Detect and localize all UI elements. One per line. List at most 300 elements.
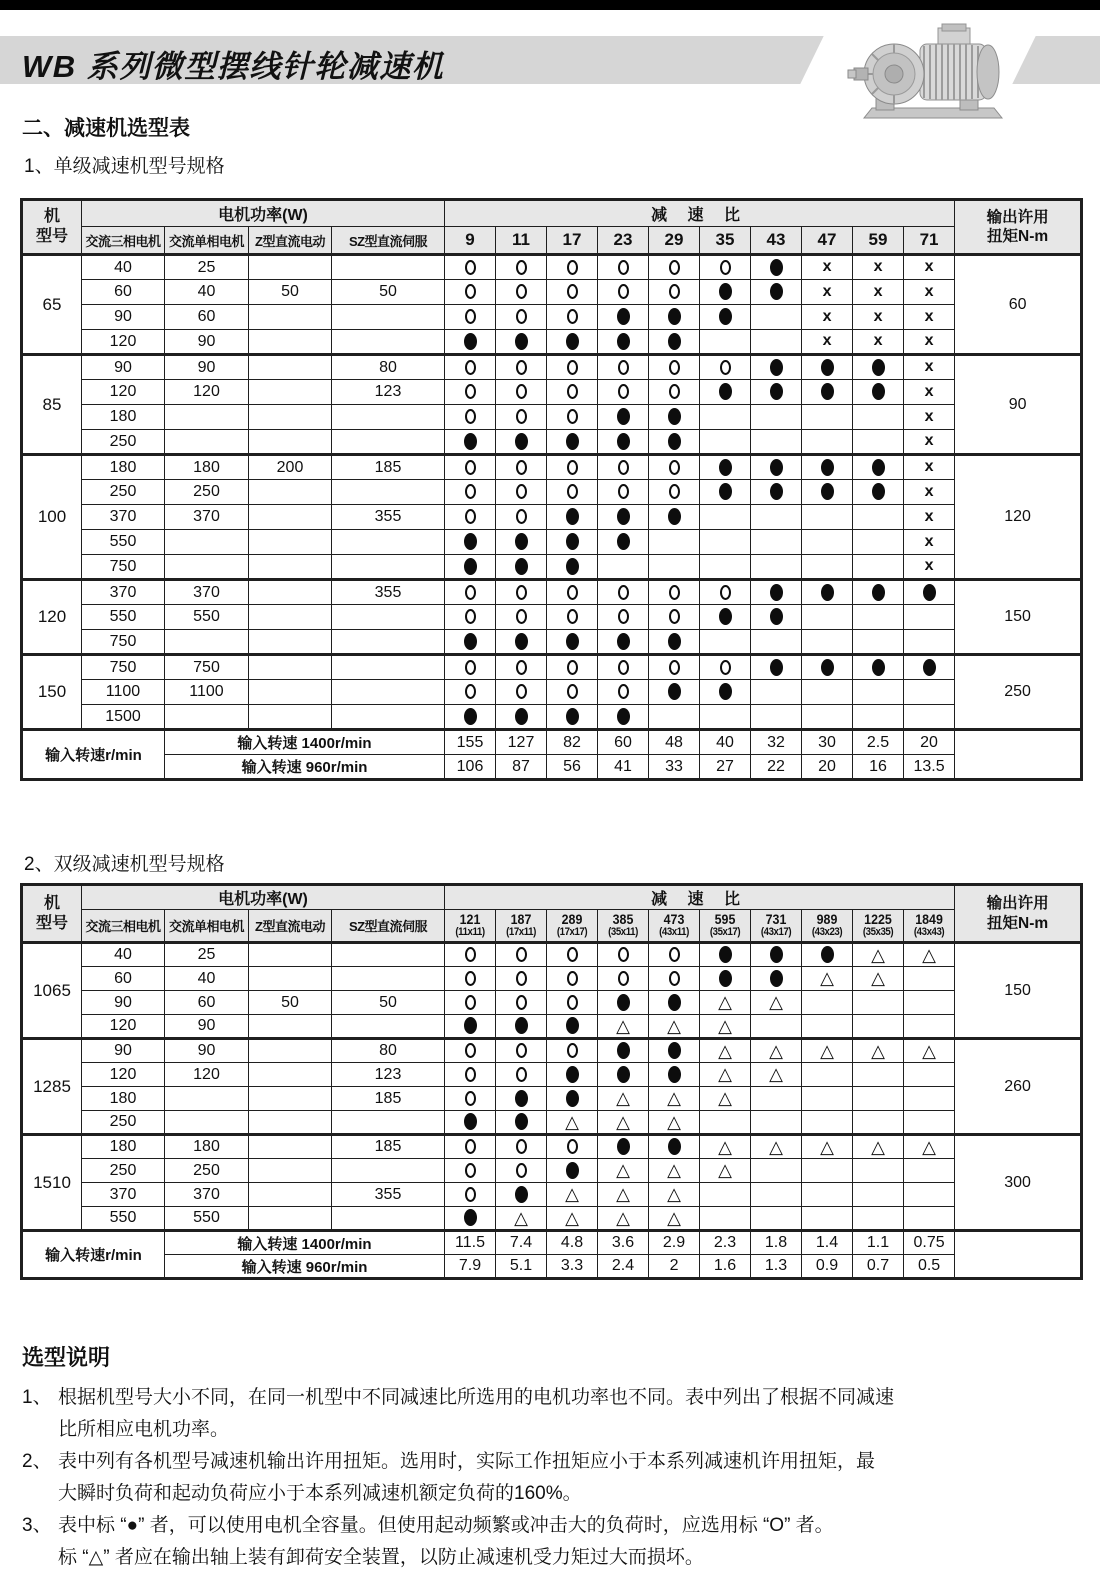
ratio-mark-cell <box>853 705 904 730</box>
power-cell: 50 <box>332 280 445 305</box>
symbol-hollow-circle <box>516 684 527 699</box>
ratio-mark-cell <box>496 991 547 1015</box>
symbol-hollow-circle <box>516 309 527 324</box>
symbol-triangle: △ <box>718 1088 732 1109</box>
ratio-mark-cell <box>853 555 904 580</box>
symbol-triangle: △ <box>616 1160 630 1181</box>
ratio-mark-cell <box>802 355 853 380</box>
symbol-filled-circle <box>770 584 783 601</box>
ratio-mark-cell <box>853 280 904 305</box>
ratio-mark-cell <box>853 455 904 480</box>
speed-value-cell: 2.9 <box>649 1231 700 1255</box>
ratio-mark-cell <box>751 280 802 305</box>
ratio-mark-cell <box>547 991 598 1015</box>
symbol-filled-circle <box>566 433 579 450</box>
ratio-value-header: 35 <box>700 227 751 255</box>
ratio-mark-cell <box>802 305 853 330</box>
symbol-triangle: △ <box>616 1207 630 1228</box>
ratio-mark-cell <box>598 630 649 655</box>
symbol-filled-circle <box>617 308 630 325</box>
ratio-mark-cell <box>853 430 904 455</box>
symbol-filled-circle <box>566 558 579 575</box>
speed-value-cell: 30 <box>802 730 853 755</box>
symbol-hollow-circle <box>720 260 731 275</box>
ratio-mark-cell <box>598 943 649 967</box>
power-cell <box>249 967 332 991</box>
ratio-mark-cell <box>904 605 955 630</box>
symbol-filled-circle <box>617 333 630 350</box>
ratio-mark-cell <box>598 1087 649 1111</box>
power-cell <box>249 505 332 530</box>
ratio-mark-cell <box>649 655 700 680</box>
symbol-hollow-circle <box>516 484 527 499</box>
symbol-hollow-circle <box>465 384 476 399</box>
ratio-mark-cell <box>496 455 547 480</box>
symbol-filled-circle <box>821 459 834 476</box>
ratio-mark-cell <box>547 630 598 655</box>
ratio-mark-cell <box>802 705 853 730</box>
ratio-mark-cell <box>853 355 904 380</box>
symbol-hollow-circle <box>618 660 629 675</box>
ratio-mark-cell <box>547 555 598 580</box>
ratio-mark-cell <box>802 280 853 305</box>
ratio-mark-cell <box>904 355 955 380</box>
ratio-mark-cell <box>904 255 955 280</box>
ratio-mark-cell <box>700 680 751 705</box>
symbol-filled-circle <box>770 483 783 500</box>
symbol-hollow-circle <box>618 684 629 699</box>
symbol-filled-circle <box>617 1066 630 1083</box>
ratio-mark-cell <box>496 943 547 967</box>
symbol-triangle: △ <box>565 1207 579 1228</box>
ratio-mark-cell <box>700 943 751 967</box>
torque-cell: 300 <box>955 1135 1082 1231</box>
ratio-mark-cell <box>649 1087 700 1111</box>
ratio-mark-cell <box>751 255 802 280</box>
ratio-mark-cell <box>904 1159 955 1183</box>
power-cell: 750 <box>165 655 249 680</box>
power-cell <box>249 330 332 355</box>
symbol-hollow-circle <box>669 609 680 624</box>
input-speed-label-1400: 输入转速 1400r/min <box>165 1231 445 1255</box>
note-item-3 <box>22 1510 1080 1574</box>
ratio-mark-cell <box>598 430 649 455</box>
ratio-mark-cell <box>904 630 955 655</box>
ratio-mark-cell <box>649 530 700 555</box>
ratio-mark-cell <box>547 455 598 480</box>
symbol-hollow-circle <box>567 609 578 624</box>
ratio-mark-cell <box>751 305 802 330</box>
power-cell: 550 <box>165 1207 249 1231</box>
symbol-filled-circle <box>668 408 681 425</box>
ratio-mark-cell <box>649 330 700 355</box>
power-cell <box>249 1183 332 1207</box>
symbol-hollow-circle <box>516 1067 527 1082</box>
symbol-filled-circle <box>821 659 834 676</box>
ratio-mark-cell <box>496 655 547 680</box>
ratio-mark-cell <box>802 1111 853 1135</box>
power-cell: 120 <box>82 1063 165 1087</box>
speed-value-cell: 41 <box>598 755 649 780</box>
ratio-mark-cell <box>802 1207 853 1231</box>
torque-empty-cell <box>955 730 1082 780</box>
power-cell <box>332 680 445 705</box>
symbol-cross: x <box>924 458 934 476</box>
symbol-hollow-circle <box>465 1163 476 1178</box>
input-speed-side-label: 输入转速r/min <box>22 1231 165 1279</box>
symbol-filled-circle <box>668 633 681 650</box>
power-cell: 750 <box>82 555 165 580</box>
power-cell <box>332 430 445 455</box>
ratio-mark-cell <box>496 967 547 991</box>
symbol-triangle: △ <box>718 992 732 1013</box>
motor-power-header: 电机功率(W) <box>82 200 445 227</box>
symbol-triangle: △ <box>871 944 885 965</box>
symbol-hollow-circle <box>465 609 476 624</box>
ratio-mark-cell <box>445 605 496 630</box>
ratio-mark-cell <box>649 943 700 967</box>
ratio-mark-cell <box>904 580 955 605</box>
power-cell: 60 <box>82 967 165 991</box>
motor-type-header: 交流三相电机 <box>82 910 165 943</box>
section-title: 二、减速机选型表 <box>22 117 190 140</box>
symbol-cross: x <box>822 332 832 350</box>
speed-value-cell: 1.3 <box>751 1255 802 1279</box>
ratio-mark-cell <box>700 580 751 605</box>
symbol-hollow-circle <box>465 1067 476 1082</box>
symbol-filled-circle <box>770 259 783 276</box>
ratio-mark-cell <box>496 1111 547 1135</box>
ratio-value-header: 289 (17x17) <box>547 910 598 943</box>
symbol-triangle: △ <box>820 968 834 989</box>
speed-value-cell: 0.7 <box>853 1255 904 1279</box>
ratio-mark-cell <box>751 630 802 655</box>
symbol-cross: x <box>924 482 934 500</box>
power-cell: 355 <box>332 1183 445 1207</box>
power-cell: 120 <box>82 380 165 405</box>
ratio-mark-cell <box>904 455 955 480</box>
ratio-mark-cell <box>598 380 649 405</box>
ratio-mark-cell <box>598 705 649 730</box>
symbol-filled-circle <box>617 633 630 650</box>
power-cell: 250 <box>82 480 165 505</box>
ratio-mark-cell <box>598 305 649 330</box>
symbol-hollow-circle <box>669 260 680 275</box>
symbol-hollow-circle <box>516 384 527 399</box>
ratio-mark-cell <box>853 1207 904 1231</box>
symbol-cross: x <box>822 307 832 325</box>
symbol-hollow-circle <box>465 947 476 962</box>
ratio-mark-cell <box>700 1015 751 1039</box>
symbol-hollow-circle <box>465 1139 476 1154</box>
ratio-mark-cell <box>547 1135 598 1159</box>
symbol-filled-circle <box>566 1066 579 1083</box>
symbol-hollow-circle <box>618 284 629 299</box>
ratio-mark-cell <box>853 655 904 680</box>
header-banner <box>0 36 1100 84</box>
input-speed-label-960: 输入转速 960r/min <box>165 1255 445 1279</box>
symbol-hollow-circle <box>567 1043 578 1058</box>
single-stage-spec-table <box>20 198 1083 781</box>
ratio-mark-cell <box>649 405 700 430</box>
ratio-value-header: 11 <box>496 227 547 255</box>
ratio-mark-cell <box>700 430 751 455</box>
symbol-filled-circle <box>617 433 630 450</box>
symbol-filled-circle <box>515 333 528 350</box>
ratio-mark-cell <box>547 330 598 355</box>
ratio-mark-cell <box>904 305 955 330</box>
power-cell: 370 <box>82 1183 165 1207</box>
symbol-triangle: △ <box>616 1184 630 1205</box>
symbol-cross: x <box>924 507 934 525</box>
ratio-mark-cell <box>547 305 598 330</box>
note-line: 大瞬时负荷和起动负荷应小于本系列减速机额定负荷的160%。 <box>58 1483 582 1504</box>
power-cell: 90 <box>82 355 165 380</box>
ratio-mark-cell <box>649 967 700 991</box>
ratio-mark-cell <box>598 1135 649 1159</box>
power-cell: 40 <box>165 967 249 991</box>
symbol-hollow-circle <box>567 260 578 275</box>
symbol-hollow-circle <box>465 484 476 499</box>
symbol-filled-circle <box>515 633 528 650</box>
ratio-mark-cell <box>802 1183 853 1207</box>
ratio-mark-cell <box>853 505 904 530</box>
ratio-mark-cell <box>751 967 802 991</box>
ratio-mark-cell <box>496 380 547 405</box>
ratio-mark-cell <box>598 991 649 1015</box>
ratio-mark-cell <box>700 655 751 680</box>
ratio-value-header: 29 <box>649 227 700 255</box>
ratio-mark-cell <box>496 405 547 430</box>
power-cell: 370 <box>165 505 249 530</box>
symbol-cross: x <box>924 532 934 550</box>
ratio-value-header: 595 (35x17) <box>700 910 751 943</box>
ratio-mark-cell <box>496 505 547 530</box>
power-cell <box>249 1063 332 1087</box>
power-cell: 750 <box>82 655 165 680</box>
model-cell: 1510 <box>22 1135 82 1231</box>
note-number: 3、 <box>22 1515 52 1536</box>
ratio-mark-cell <box>445 380 496 405</box>
ratio-mark-cell <box>547 1207 598 1231</box>
symbol-hollow-circle <box>516 360 527 375</box>
ratio-mark-cell <box>496 580 547 605</box>
ratio-mark-cell <box>445 1015 496 1039</box>
speed-value-cell: 82 <box>547 730 598 755</box>
ratio-mark-cell <box>802 1159 853 1183</box>
power-cell <box>249 305 332 330</box>
ratio-mark-cell <box>904 1015 955 1039</box>
symbol-hollow-circle <box>567 971 578 986</box>
ratio-mark-cell <box>700 255 751 280</box>
symbol-hollow-circle <box>669 360 680 375</box>
ratio-mark-cell <box>802 455 853 480</box>
symbol-hollow-circle <box>618 460 629 475</box>
symbol-hollow-circle <box>516 609 527 624</box>
ratio-mark-cell <box>649 1063 700 1087</box>
power-cell: 90 <box>165 1015 249 1039</box>
power-cell <box>165 1111 249 1135</box>
power-cell <box>332 480 445 505</box>
motor-type-header: SZ型直流伺服 <box>332 910 445 943</box>
ratio-mark-cell <box>445 991 496 1015</box>
ratio-mark-cell <box>802 1039 853 1063</box>
speed-value-cell: 155 <box>445 730 496 755</box>
ratio-mark-cell <box>496 355 547 380</box>
ratio-mark-cell <box>700 405 751 430</box>
power-cell: 40 <box>165 280 249 305</box>
symbol-filled-circle <box>770 970 783 987</box>
ratio-mark-cell <box>904 530 955 555</box>
symbol-hollow-circle <box>516 947 527 962</box>
symbol-filled-circle <box>515 558 528 575</box>
symbol-filled-circle <box>566 533 579 550</box>
ratio-mark-cell <box>445 305 496 330</box>
speed-value-cell: 0.75 <box>904 1231 955 1255</box>
speed-value-cell: 5.1 <box>496 1255 547 1279</box>
power-cell <box>332 967 445 991</box>
ratio-mark-cell <box>700 380 751 405</box>
symbol-hollow-circle <box>465 684 476 699</box>
symbol-triangle: △ <box>718 1040 732 1061</box>
symbol-hollow-circle <box>567 947 578 962</box>
ratio-header: 减 速 比 <box>445 200 955 227</box>
symbol-filled-circle <box>617 1138 630 1155</box>
ratio-mark-cell <box>751 1087 802 1111</box>
ratio-mark-cell <box>445 1183 496 1207</box>
top-black-bar <box>0 0 1100 10</box>
ratio-mark-cell <box>445 1111 496 1135</box>
symbol-hollow-circle <box>516 409 527 424</box>
symbol-hollow-circle <box>567 360 578 375</box>
symbol-filled-circle <box>821 946 834 963</box>
power-cell: 250 <box>165 1159 249 1183</box>
ratio-value-header: 385 (35x11) <box>598 910 649 943</box>
ratio-mark-cell <box>547 943 598 967</box>
symbol-hollow-circle <box>669 460 680 475</box>
power-cell <box>332 943 445 967</box>
symbol-hollow-circle <box>465 585 476 600</box>
power-cell <box>332 1207 445 1231</box>
ratio-mark-cell <box>853 605 904 630</box>
symbol-filled-circle <box>464 708 477 725</box>
ratio-value-header: 47 <box>802 227 853 255</box>
ratio-mark-cell <box>802 530 853 555</box>
symbol-hollow-circle <box>669 947 680 962</box>
symbol-triangle: △ <box>565 1111 579 1132</box>
power-cell: 550 <box>165 605 249 630</box>
speed-value-cell: 127 <box>496 730 547 755</box>
ratio-mark-cell <box>649 430 700 455</box>
ratio-mark-cell <box>904 380 955 405</box>
ratio-mark-cell <box>547 1063 598 1087</box>
symbol-hollow-circle <box>720 660 731 675</box>
power-cell: 90 <box>82 1039 165 1063</box>
power-cell <box>332 630 445 655</box>
input-speed-side-label: 输入转速r/min <box>22 730 165 780</box>
ratio-mark-cell <box>700 605 751 630</box>
torque-empty-cell <box>955 1231 1082 1279</box>
symbol-hollow-circle <box>465 309 476 324</box>
ratio-mark-cell <box>802 1087 853 1111</box>
ratio-mark-cell <box>751 355 802 380</box>
symbol-filled-circle <box>515 433 528 450</box>
ratio-mark-cell <box>598 455 649 480</box>
power-cell <box>249 1135 332 1159</box>
ratio-mark-cell <box>649 1111 700 1135</box>
torque-cell: 150 <box>955 580 1082 655</box>
speed-value-cell: 0.9 <box>802 1255 853 1279</box>
symbol-hollow-circle <box>516 260 527 275</box>
power-cell: 123 <box>332 1063 445 1087</box>
power-cell <box>249 1039 332 1063</box>
symbol-filled-circle <box>566 708 579 725</box>
ratio-value-header: 59 <box>853 227 904 255</box>
power-cell: 25 <box>165 255 249 280</box>
symbol-cross: x <box>873 282 883 300</box>
symbol-hollow-circle <box>465 1043 476 1058</box>
ratio-mark-cell <box>802 1063 853 1087</box>
symbol-filled-circle <box>566 508 579 525</box>
ratio-mark-cell <box>598 680 649 705</box>
symbol-hollow-circle <box>567 284 578 299</box>
symbol-filled-circle <box>464 433 477 450</box>
symbol-triangle: △ <box>667 1207 681 1228</box>
ratio-mark-cell <box>445 1135 496 1159</box>
symbol-filled-circle <box>872 483 885 500</box>
power-cell <box>249 555 332 580</box>
symbol-cross: x <box>873 332 883 350</box>
ratio-mark-cell <box>496 305 547 330</box>
ratio-mark-cell <box>700 280 751 305</box>
ratio-mark-cell <box>904 405 955 430</box>
ratio-mark-cell <box>496 330 547 355</box>
gearmotor-image <box>842 20 1014 122</box>
ratio-mark-cell <box>445 505 496 530</box>
ratio-mark-cell <box>904 555 955 580</box>
ratio-mark-cell <box>751 1015 802 1039</box>
ratio-mark-cell <box>496 1183 547 1207</box>
ratio-mark-cell <box>496 1015 547 1039</box>
ratio-mark-cell <box>700 1135 751 1159</box>
ratio-mark-cell <box>853 943 904 967</box>
ratio-mark-cell <box>802 655 853 680</box>
symbol-triangle: △ <box>769 1136 783 1157</box>
ratio-mark-cell <box>904 967 955 991</box>
ratio-mark-cell <box>547 705 598 730</box>
ratio-mark-cell <box>700 505 751 530</box>
power-cell: 185 <box>332 1135 445 1159</box>
ratio-mark-cell <box>445 705 496 730</box>
symbol-hollow-circle <box>465 460 476 475</box>
ratio-value-header: 731 (43x17) <box>751 910 802 943</box>
power-cell: 750 <box>82 630 165 655</box>
ratio-mark-cell <box>802 330 853 355</box>
ratio-mark-cell <box>904 505 955 530</box>
ratio-mark-cell <box>598 605 649 630</box>
symbol-hollow-circle <box>465 509 476 524</box>
symbol-filled-circle <box>872 459 885 476</box>
symbol-filled-circle <box>515 533 528 550</box>
ratio-mark-cell <box>700 455 751 480</box>
ratio-mark-cell <box>547 1015 598 1039</box>
power-cell: 90 <box>82 991 165 1015</box>
power-cell: 40 <box>82 255 165 280</box>
ratio-mark-cell <box>700 1183 751 1207</box>
ratio-mark-cell <box>445 967 496 991</box>
power-cell: 90 <box>165 330 249 355</box>
symbol-hollow-circle <box>465 1091 476 1106</box>
